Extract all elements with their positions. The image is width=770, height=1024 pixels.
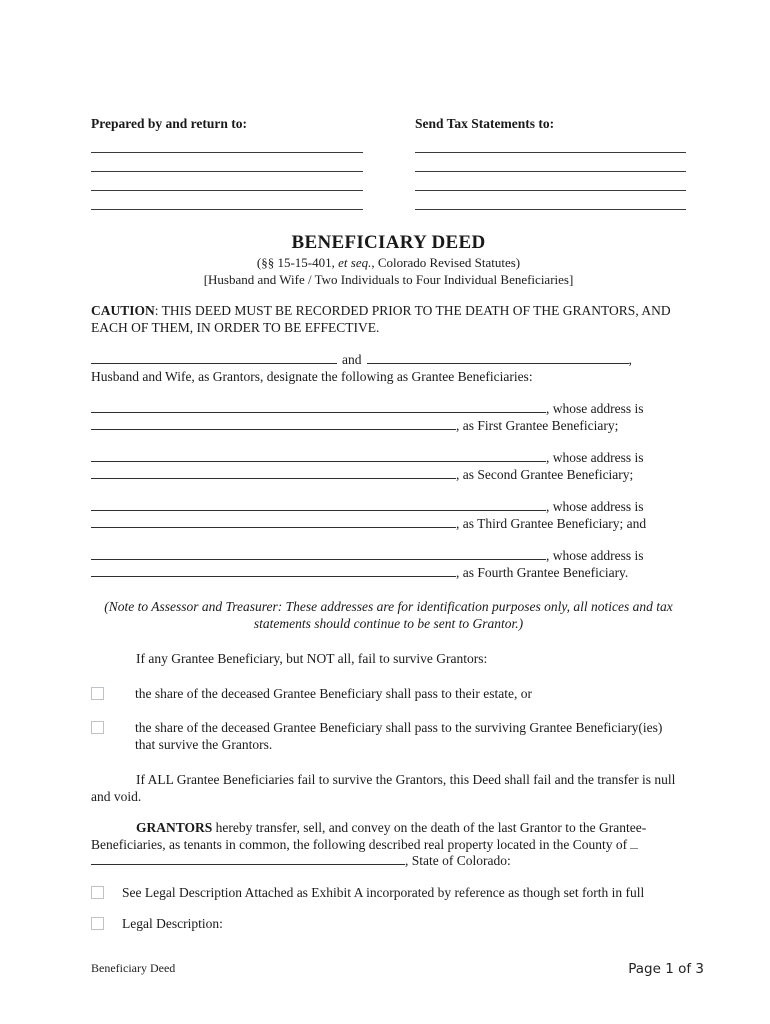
beneficiary-2-address-line [91,467,686,484]
prepared-by-line-3 [91,172,363,191]
beneficiary-3-address-suffix: , whose address is [546,499,644,514]
surviving-option-row [91,720,686,753]
beneficiary-1-address-line [91,418,686,435]
footer-document-name: Beneficiary Deed [91,961,176,975]
beneficiary-3-address-blank [91,516,456,528]
survival-intro: If any Grantee Beneficiary, but NOT all, fail to survive Grantors: [136,651,488,666]
send-tax-line-1 [415,134,686,153]
surviving-option-label: the share of the deceased Grantee Beneficiary shall pass to the surviving Grantee Beneficiary(ies) that survive the Grantors. [135,720,663,752]
beneficiary-1-name-line [91,401,686,418]
footer-page-number: Page 1 of 3 [628,961,704,977]
beneficiary-4-title-suffix: , as Fourth Grantee Beneficiary. [456,564,629,580]
statute-subtitle [91,255,686,271]
beneficiary-3-name-line [91,499,686,516]
document-title: BENEFICIARY DEED [291,232,486,253]
all-fail-paragraph: If ALL Grantee Beneficiaries fail to survive the Grantors, this Deed shall fail and the transfer is null and void. [91,772,676,804]
send-tax-label: Send Tax Statements to: [415,116,555,131]
beneficiary-block-3 [91,499,686,532]
beneficiary-1-address-suffix: , whose address is [546,401,644,416]
estate-option-checkbox[interactable] [91,687,104,700]
beneficiary-block-1 [91,401,686,434]
prepared-by-line-4 [91,191,363,210]
estate-option-row [91,686,686,703]
send-tax-line-4 [415,191,686,210]
legal-description-section [91,885,686,933]
beneficiary-2-address-blank [91,467,456,479]
grantors-trailing-comma: , [628,352,632,367]
surviving-option-checkbox[interactable] [91,721,104,734]
caution-paragraph [91,302,686,336]
beneficiary-4-name-line [91,548,686,565]
grantors-connector: and [342,352,362,367]
legal-description-row [91,916,686,933]
beneficiary-2-title-suffix: , as Second Grantee Beneficiary; [456,466,634,482]
state-suffix: , State of Colorado: [405,853,511,868]
beneficiary-4-name-blank [91,548,546,560]
prepared-by-label: Prepared by and return to: [91,116,248,131]
legal-description-label: Legal Description: [122,916,223,931]
beneficiary-1-title-suffix: , as First Grantee Beneficiary; [456,417,619,433]
statute-prefix: (§§ 15-15-401, [256,255,339,270]
prepared-by-line-2 [91,153,363,172]
exhibit-a-label: See Legal Description Attached as Exhibit A incorporated by reference as though set forth in full [122,884,645,900]
beneficiary-1-name-blank [91,401,546,413]
beneficiary-3-title-suffix: , as Third Grantee Beneficiary; and [456,515,647,531]
send-tax-line-3 [415,172,686,191]
beneficiary-block-4 [91,548,686,581]
beneficiary-2-name-line [91,450,686,467]
title-block [91,232,686,287]
send-tax-block [415,116,686,210]
caution-text: : THIS DEED MUST BE RECORDED PRIOR TO THE DEATH OF THE GRANTORS, AND EACH OF THEM, IN ORDER TO BE EFFECTIVE. [91,303,671,335]
beneficiary-1-address-blank [91,418,456,430]
grantor-2-blank [367,352,629,364]
beneficiary-4-address-blank [91,565,456,577]
beneficiary-2-name-blank [91,450,546,462]
page-footer [0,961,770,977]
exhibit-a-row [91,885,686,902]
assessor-note: (Note to Assessor and Treasurer: These addresses are for identification purposes only, all notices and tax statements should continue to be sent to Grantor.) [104,599,673,631]
beneficiary-3-name-blank [91,499,546,511]
beneficiary-3-address-line [91,516,686,533]
grantors-designation: Husband and Wife, as Grantors, designate the following as Grantee Beneficiaries: [91,369,533,384]
send-tax-line-2 [415,153,686,172]
parties-subtitle: [Husband and Wife / Two Individuals to Four Individual Beneficiaries] [203,271,574,287]
transfer-paragraph [91,820,686,870]
grantors-bold: GRANTORS [136,820,213,835]
prepared-by-block [91,116,363,210]
grantors-line [91,351,686,368]
beneficiary-2-address-suffix: , whose address is [546,450,644,465]
caution-label: CAUTION [91,303,155,318]
beneficiary-4-address-line [91,565,686,582]
estate-option-label: the share of the deceased Grantee Beneficiary shall pass to their estate, or [135,685,532,701]
beneficiary-4-address-suffix: , whose address is [546,548,644,563]
address-header [91,116,686,210]
statute-suffix: , Colorado Revised Statutes) [371,255,521,270]
prepared-by-line-1 [91,134,363,153]
legal-description-checkbox[interactable] [91,917,104,930]
county-blank [91,853,405,865]
exhibit-a-checkbox[interactable] [91,886,104,899]
county-tiny-blank [630,839,638,849]
beneficiary-block-2 [91,450,686,483]
statute-italic: et seq. [338,255,372,270]
transfer-text: hereby transfer, sell, and convey on the death of the last Grantor to the Grantee-Beneficiaries, as tenants in common, the following described real property located in the County of [91,820,647,852]
grantor-1-blank [91,352,337,364]
